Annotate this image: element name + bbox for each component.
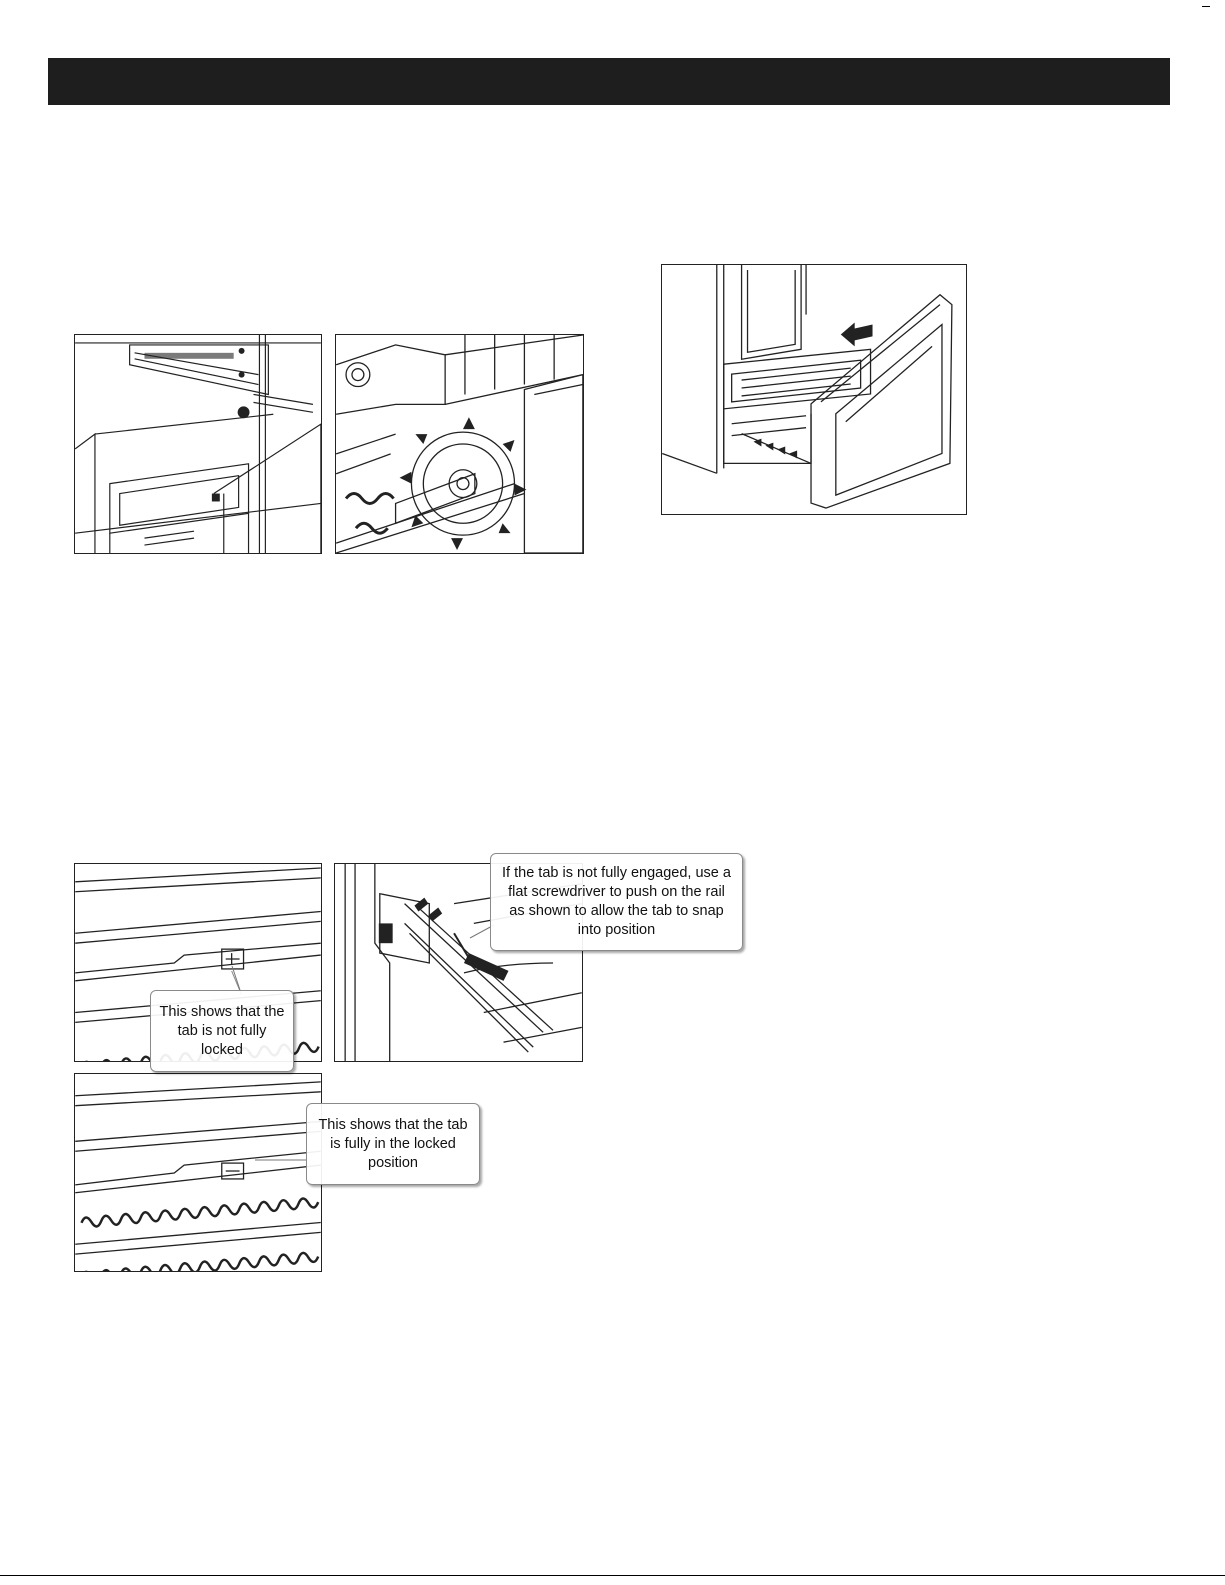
- section-header-bar: [48, 58, 1170, 105]
- figure-drawer-frame-rail: [74, 334, 322, 554]
- page-bottom-rule: [0, 1575, 1225, 1576]
- figure-gear-closeup: [335, 334, 584, 554]
- callout-tab-not-fully-locked-text: This shows that the tab is not fully locked: [159, 1003, 285, 1058]
- gear-closeup-illustration: [336, 335, 583, 553]
- tab-locked-illustration: [75, 1074, 321, 1271]
- callout-tab-not-fully-engaged-text: If the tab is not fully engaged, use a flat screwdriver to push on the rail as shown to allow the tab to snap into position: [502, 865, 731, 938]
- figure-tab-locked: [74, 1073, 322, 1272]
- callout-tab-fully-locked: [306, 1103, 480, 1185]
- corner-mark: [1202, 6, 1210, 7]
- drawer-frame-illustration: [75, 335, 321, 553]
- figure-refrigerator-drawer: [661, 264, 967, 515]
- callout-tab-not-fully-engaged: [490, 853, 743, 951]
- refrigerator-drawer-illustration: [662, 265, 966, 514]
- callout-tab-not-fully-locked: [150, 990, 294, 1072]
- callout-tab-fully-locked-text: This shows that the tab is fully in the locked position: [318, 1116, 468, 1171]
